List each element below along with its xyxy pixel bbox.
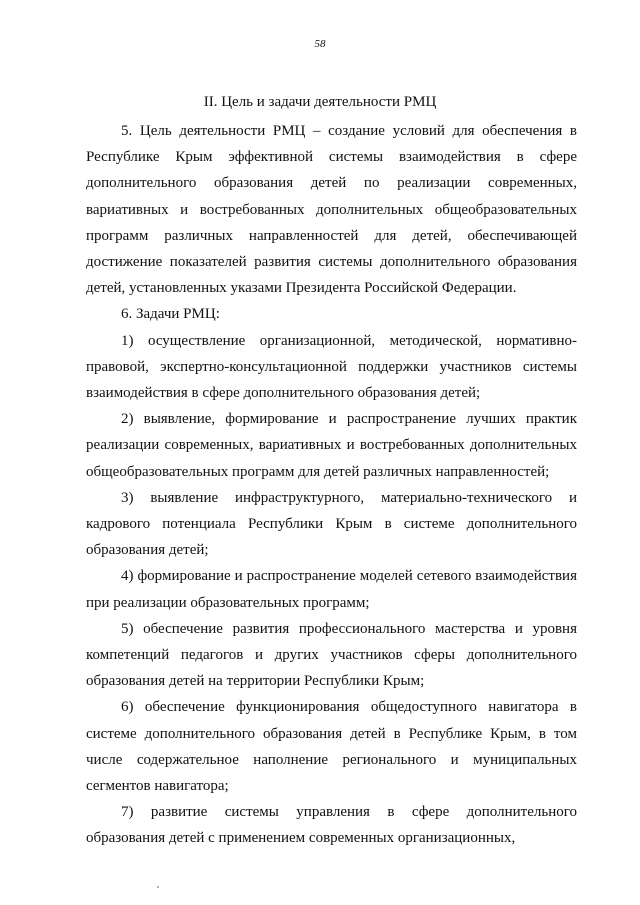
paragraph-task-3: 3) выявление инфраструктурного, материально-технического и кадрового потенциала Республики Крым в системе дополнительного образования детей; — [86, 489, 577, 559]
paragraph-task-1: 1) осуществление организационной, методической, нормативно-правовой, экспертно-консультационной поддержки участников системы взаимодействия в сфере дополнительного образования детей; — [86, 332, 577, 402]
scan-speck — [157, 886, 159, 888]
paragraph-task-6: 6) обеспечение функционирования общедоступного навигатора в системе дополнительного образования детей в Республике Крым, в том числе содержательное наполнение регионального и муниципальных сегментов навигатора; — [86, 699, 577, 795]
paragraph-tasks-title: 6. Задачи РМЦ: — [121, 306, 220, 323]
paragraph-task-2: 2) выявление, формирование и распространение лучших практик реализации современных, вариативных и востребованных дополнительных общеобразовательных программ для детей различных направленностей; — [86, 411, 577, 480]
section-heading: II. Цель и задачи деятельности РМЦ — [203, 94, 437, 110]
paragraph-task-7: 7) развитие системы управления в сфере дополнительного образования детей с применением современных организационных, — [86, 804, 577, 847]
paragraph-goal: 5. Цель деятельности РМЦ – создание условий для обеспечения в Республике Крым эффективной системы взаимодействия в сфере дополнительного образования детей по реализации современных, вариативных и востребованных дополнительных общеобразовательных программ различных направленностей для детей, обеспечивающей достижение показателей развития системы дополнительного образования детей, установленных указами Президента Российской Федерации. — [86, 123, 577, 297]
paragraph-task-4: 4) формирование и распространение моделей сетевого взаимодействия при реализации образовательных программ; — [86, 568, 577, 611]
document-body — [86, 118, 577, 852]
page-number: 58 — [314, 38, 326, 50]
paragraph-task-5: 5) обеспечение развития профессионального мастерства и уровня компетенций педагогов и других участников сферы дополнительного образования детей на территории Республики Крым; — [86, 620, 577, 690]
